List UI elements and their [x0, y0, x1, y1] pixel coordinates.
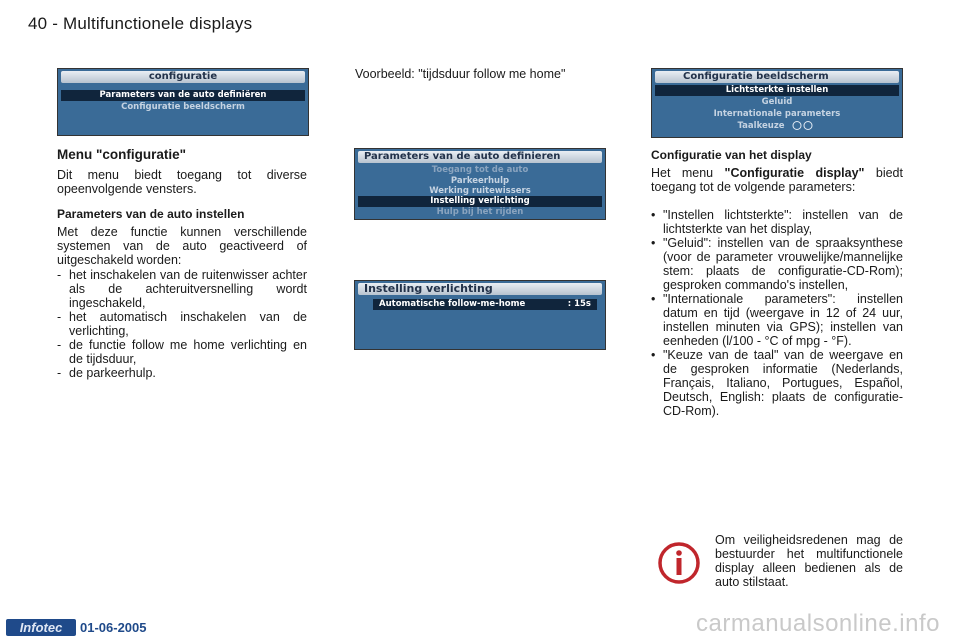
- flag-icons: [791, 121, 817, 130]
- display-list: [651, 208, 903, 418]
- lighting-screen: [354, 280, 606, 350]
- list-item: - het inschakelen van de ruitenwisser achter als de achteruitversnelling wordt ingeschakeld,: [57, 268, 307, 310]
- display-heading: Configuratie van het display: [651, 148, 812, 162]
- screen-title: Configuratie beeldscherm: [655, 71, 899, 83]
- setting-value: : 15s: [567, 299, 591, 309]
- left-subheading: Parameters van de auto instellen: [57, 207, 245, 221]
- menu-item-selected: Instelling verlichting: [358, 196, 602, 207]
- menu-item: Toegang tot de auto: [431, 165, 529, 175]
- menu-item-selected: Lichtsterkte instellen: [655, 85, 899, 96]
- print-date: 01-06-2005: [80, 620, 147, 635]
- list-item: • "Instellen lichtsterkte": instellen van de lichtsterkte van het display,: [651, 208, 903, 236]
- left-para: Met deze functie kunnen verschillende systemen van de auto geactiveerd of uitgeschakeld worden:: [57, 225, 307, 267]
- infotec-badge: Infotec: [6, 619, 76, 636]
- list-item: - de functie follow me home verlichting en de tijdsduur,: [57, 338, 307, 366]
- example-caption: Voorbeeld: "tijdsduur follow me home": [355, 67, 566, 81]
- menu-item-label: Taalkeuze: [737, 121, 785, 131]
- menu-item-selected: [373, 299, 597, 310]
- list-item: • "Geluid": instellen van de spraaksynthese (voor de parameter vrouwelijke/mannelijke stem: plaats de configuratie-CD-Rom); gesproken commando's instellen,: [651, 236, 903, 292]
- screen-title: Instelling verlichting: [358, 283, 602, 295]
- menu-item-selected: Parameters van de auto definiëren: [61, 90, 305, 101]
- menu-item: Werking ruitewissers: [429, 186, 531, 196]
- screen-title: Parameters van de auto definieren: [358, 151, 602, 163]
- safety-notice: Om veiligheidsredenen mag de bestuurder het multifunctionele display alleen bedienen als de auto stilstaat.: [715, 533, 903, 589]
- display-config-screen: [651, 68, 903, 138]
- menu-item: Internationale parameters: [713, 109, 841, 119]
- left-intro: Dit menu biedt toegang tot diverse opeenvolgende vensters.: [57, 168, 307, 196]
- list-item: - de parkeerhulp.: [57, 366, 156, 380]
- info-icon: [656, 540, 702, 586]
- setting-label: Automatische follow-me-home: [379, 299, 526, 309]
- menu-item: Parkeerhulp: [450, 176, 510, 186]
- display-intro: Het menu "Configuratie display" biedt toegang tot de volgende parameters:: [651, 166, 903, 194]
- menu-heading: Menu "configuratie": [57, 147, 187, 162]
- list-item: - het automatisch inschakelen van de verlichting,: [57, 310, 307, 338]
- auto-params-screen: [354, 148, 606, 220]
- config-menu-screen: [57, 68, 309, 136]
- menu-item: Geluid: [761, 97, 793, 107]
- list-item: • "Keuze van de taal" van de weergave en de gesproken informatie (Nederlands, Français, Italiano, Portugues, Español, Deutsch, English: plaats de configuratie-CD-Rom).: [651, 348, 903, 418]
- page-title: 40 - Multifunctionele displays: [28, 14, 253, 33]
- menu-item: Configuratie beeldscherm: [121, 102, 245, 112]
- menu-item: [652, 121, 902, 132]
- list-item: • "Internationale parameters": instellen datum en tijd (weergave in 12 of 24 uur, instellen minuten via GPS); instellen van eenheden (l/100 - °C of mpg - °F).: [651, 292, 903, 348]
- left-list: [57, 268, 307, 380]
- screen-title: configuratie: [61, 71, 305, 83]
- menu-item: Hulp bij het rijden: [436, 207, 524, 217]
- watermark: carmanualsonline.info: [696, 610, 940, 637]
